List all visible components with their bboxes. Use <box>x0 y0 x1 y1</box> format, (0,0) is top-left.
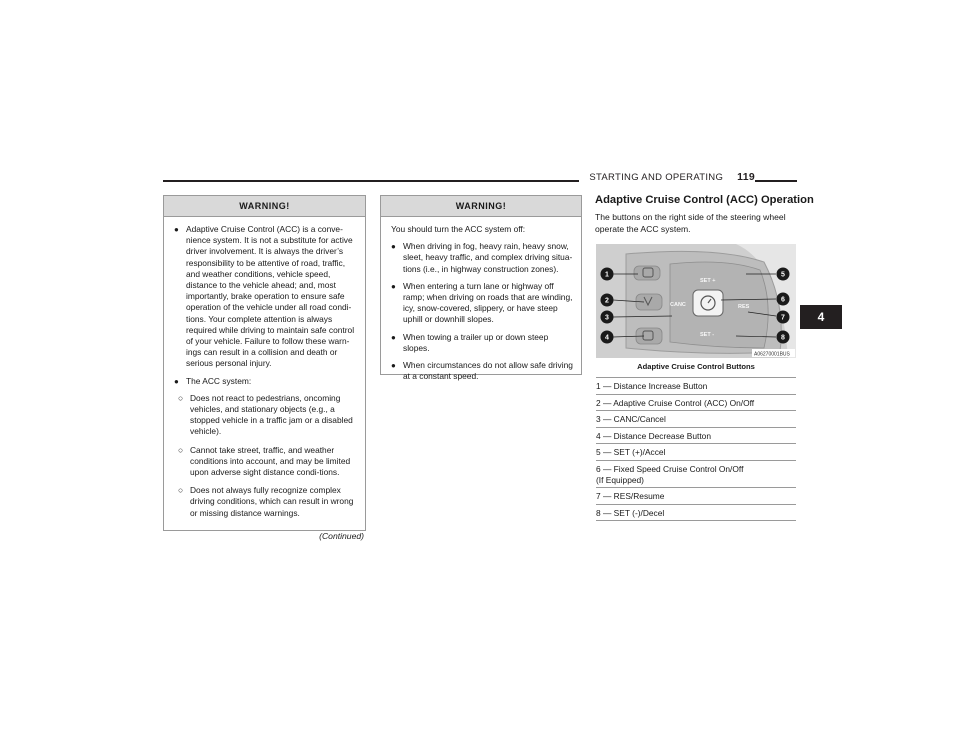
legend-item: 5 — SET (+)/Accel <box>596 443 796 460</box>
callout-4: 4 <box>605 334 609 342</box>
legend-item: 7 — RES/Resume <box>596 487 796 504</box>
figure-caption: Adaptive Cruise Control Buttons <box>637 362 755 371</box>
warning-item-text: When towing a trailer up or down steep slopes. <box>403 331 549 353</box>
callout-5: 5 <box>781 271 785 279</box>
figure-code: A06270001BUS <box>754 351 790 358</box>
warning-subitem-text: Cannot take street, traffic, and weather conditions into account, and may be limited upon adverse sight distance condi-tions. <box>190 444 351 478</box>
callout-6: 6 <box>781 296 785 304</box>
warning-subitem-text: Does not always fully recognize complex driving conditions, which can result in wrong or missing distance warnings. <box>190 485 354 518</box>
legend-item: 2 — Adaptive Cruise Control (ACC) On/Off <box>596 394 796 411</box>
legend-item: 8 — SET (-)/Decel <box>596 504 796 522</box>
warning-item <box>391 241 573 275</box>
section-intro: The buttons on the right side of the steering wheel operate the ACC system. <box>595 212 786 234</box>
warning-item-text: When entering a turn lane or highway off ramp; when driving on roads that are winding, icy, snow-covered, slippery, or have steep uphill or downhill slopes. <box>403 280 573 325</box>
callout-3: 3 <box>605 314 609 322</box>
legend-item: 6 — Fixed Speed Cruise Control On/Off (If Equipped) <box>596 460 796 487</box>
warning-item <box>391 332 573 354</box>
canc-label: CANC <box>670 302 686 308</box>
bullet-icon: ● <box>391 281 396 291</box>
warning-item-text: When circumstances do not allow safe driving at a constant speed. <box>403 360 573 382</box>
warning-item <box>391 360 573 382</box>
res-label: RES <box>738 304 750 310</box>
legend-item: 3 — CANC/Cancel <box>596 410 796 427</box>
callout-8: 8 <box>781 334 785 342</box>
button-legend <box>596 377 796 521</box>
warning-box-middle <box>380 195 582 382</box>
warning-subitem <box>178 485 357 519</box>
warning-title: WARNING! <box>164 196 365 217</box>
bullet-icon: ● <box>174 225 179 234</box>
page-number: 119 <box>737 171 755 183</box>
callout-7: 7 <box>781 314 785 322</box>
warning-item <box>174 224 357 370</box>
legend-item: 4 — Distance Decrease Button <box>596 427 796 444</box>
warning-title: WARNING! <box>381 196 581 217</box>
set-plus-label: SET + <box>700 278 716 284</box>
warning-box-left <box>163 195 366 531</box>
circle-bullet-icon: ○ <box>178 444 184 455</box>
section-title: STARTING AND OPERATING <box>589 171 724 183</box>
warning-subitem <box>178 445 357 479</box>
running-header <box>579 171 755 183</box>
set-minus-label: SET - <box>700 332 715 338</box>
steering-wheel-buttons-figure <box>596 244 796 358</box>
callout-1: 1 <box>605 271 609 279</box>
circle-bullet-icon: ○ <box>178 392 184 403</box>
warning-subitem <box>178 393 357 438</box>
section-heading: Adaptive Cruise Control (ACC) Operation <box>595 194 814 206</box>
warning-item-text: Adaptive Cruise Control (ACC) is a conve-nience system. It is not a substitute for active driver involvement. It is always the driver’s responsibility to be attentive of road, traffic, and weather conditions, vehicle speed, distance to the vehicle ahead; and, most importantly, brake operation to ensure safe operation of the vehicle under all road condi-tions. Your complete attention is always required while driving to maintain safe control of your vehicle. Failure to follow these warn-ings can result in a collision and death or serious personal injury. <box>186 224 355 369</box>
chapter-tab: 4 <box>800 305 842 329</box>
warning-intro: You should turn the ACC system off: <box>391 224 526 234</box>
circle-bullet-icon: ○ <box>178 485 184 496</box>
callout-2: 2 <box>605 297 609 305</box>
warning-subitem-text: Does not react to pedestrians, oncoming vehicles, and stationary objects (e.g., a stopped vehicle in a traffic jam or a disabled vehicle). <box>190 392 353 437</box>
warning-item <box>174 376 357 387</box>
warning-item <box>391 281 573 326</box>
bullet-icon: ● <box>174 376 179 386</box>
bullet-icon: ● <box>391 332 396 342</box>
legend-item: 1 — Distance Increase Button <box>596 377 796 394</box>
continued-note: (Continued) <box>319 531 364 541</box>
bullet-icon: ● <box>391 361 396 371</box>
warning-item-text: When driving in fog, heavy rain, heavy snow, sleet, heavy traffic, and complex driving situa-tions (i.e., in highway construction zones). <box>403 241 573 274</box>
warning-item-text: The ACC system: <box>186 375 252 386</box>
steering-wheel-illustration <box>596 244 796 358</box>
bullet-icon: ● <box>391 242 396 252</box>
